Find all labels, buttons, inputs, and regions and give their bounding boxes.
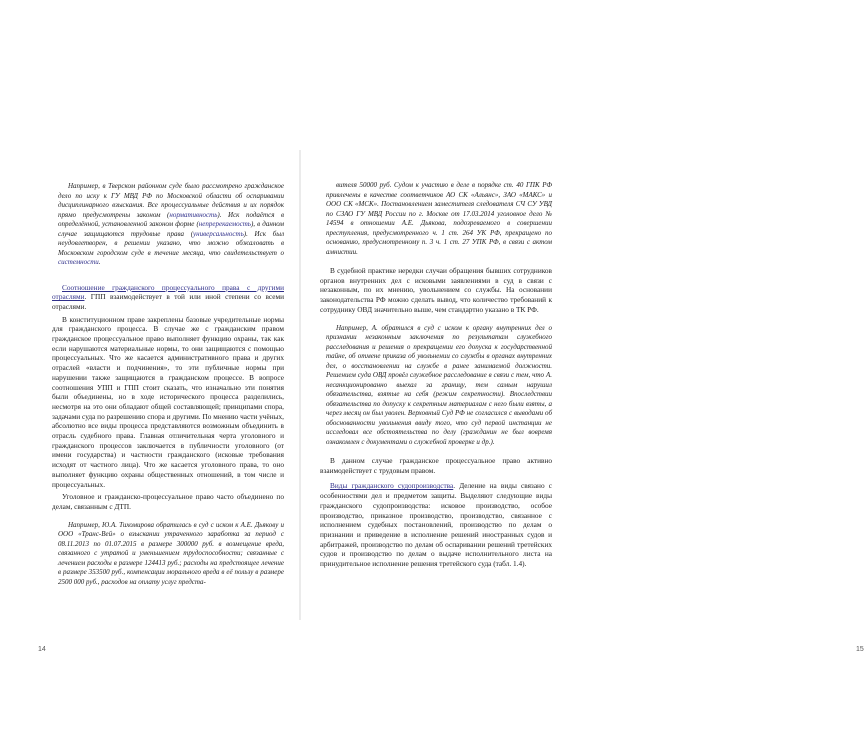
page-number-left: 14 [38, 646, 46, 653]
paragraph-labor-law: В данном случае гражданское процессуальное право активно взаимодействует с трудовым правом. [320, 456, 552, 475]
paragraph-police-dismissal: В судебной практике нередки случаи обращения бывших сотрудников органов внутренних дел с исковыми заявлениями в суд в связи с незаконным, по их мнению, увольнением со службы. На основании законодательства РФ можно сделать вывод, что количество требований к сотруднику ОВД значительно выше, чем стандартно указано в ТК РФ. [320, 266, 552, 314]
left-page-text [52, 182, 284, 590]
left-page [0, 0, 300, 750]
section-heading-relations: Соотношение гражданского процессуального права с другими отраслями. ГПП взаимодействует в той или иной степени со всеми отраслями. [52, 282, 284, 311]
example-case-3: Например, А. обратился в суд с иском к органу внутренних дел о признании незаконным заключения по результатам служебного расследования и решения о прекращении его допуска к государственной тайне, об отмене приказа об увольнении со службы в органах внутренних дел, о восстановлении на службе в ранее занимаемой должности. Решением суда ОВД провёл служебное расследование в связи с тем, что А. несанкционированно выехал за границу, тем самым нарушил обязательства, взятые на себя (режим секретности). Впоследствии обязательства по допуску к секретным материалам с него были взяты, а через месяц он был уволен. Верховный Суд РФ не согласился с выводами об обоснованности увольнения ввиду того, что суд первой инстанции не исследовал все обстоятельства по делу (гражданин не был вовремя ознакомлен с документами о служебной проверке и др.). [326, 323, 552, 446]
term-systemness: системности [58, 258, 99, 266]
page-number-right: 15 [856, 646, 864, 653]
paragraph-constitutional-law: В конституционном праве закреплены базовые учредительные нормы для гражданского процесса. В случае же с гражданским правом гражданское процессуальное право выполняет функцию охраны, так как если нарушаются материальные нормы, то они защищаются с помощью процессуальных. Что же касается административного права и других отраслей «власти и подчинения», то эти публичные нормы при нарушении также защищаются в гражданском процессе. В вопросе соотношения УПП и ГПП стоит сказать, что изначально эти понятия были объединены, но в ходе исторического процесса разделились, несмотря на это они обладают общей составляющей; принципами спора, задачами суда по разрешению спора и другими. По мнению части учёных, абсолютно все виды процесса представляются возможным объединить в отрасль судебного права. Главная отличительная черта уголовного и гражданского процессов заключается в публичности уголовного (от имени государства) и частности гражданского (исковые требования исходят от частного лица). Что же касается уголовного права, то оно выполняет функцию охраны общественных отношений, в том числе и процессуальных. [52, 314, 284, 489]
term-universality: универсальность [193, 229, 244, 238]
example-case-2-continued: вителя 50000 руб. Судом к участию в деле в порядке ст. 40 ГПК РФ привлечены в качестве соответчиков АО СК «Альянс», ЗАО «МАКС» и ООО СК «МСК». Постановлением заместителя следователя СЧ СУ УВД по СЗАО ГУ МВД России по г. Москве от 17.03.2014 уголовное дело № 14594 в отношении А.Е. Дьякова, подозреваемого в совершении преступления, предусмотренного ч. 1 ст. 264 УК РФ, прекращено по основанию, предусмотренному п. 3 ч. 1 ст. 27 УПК РФ, в связи с актом амнистии. [326, 181, 552, 256]
example-case-2: Например, Ю.А. Тихомирова обратилась в суд с иском к А.Е. Дьякову и ООО «Транс-Вей» о взыскании утраченного заработка за период с 08.11.2013 по 01.07.2015 в размере 300000 руб. в возмещение вреда, связанного с утратой и уменьшением трудоспособности; связанные с лечением расходы в размере 124413 руб.; расходы на предстоящее лечение в размере 353500 руб., компенсации морального вреда в её пользу в размере 2500 000 руб., расходов на оплату услуг предста- [58, 520, 284, 586]
paragraph-criminal-civil: Уголовное и гражданско-процессуальное право часто объединено по делам, связанным с ДТП. [52, 492, 284, 511]
section-heading-types: Виды гражданского судопроизводства. Деление на виды связано с особенностями дел и предметом защиты. Выделяют следующие виды гражданского судопроизводства: исковое производство, особое производство, приказное производство, производство, связанное с исполнением судебных постановлений, производство по делам о признании и приведение в исполнение решений иностранных судов и арбитражей, производство по делам об оспаривании решений третейских судов и производство по делам о выдаче исполнительного листа на принудительное исполнение решения третейского суда (табл. 1.4). [320, 481, 552, 569]
term-indisputability: непререкаемость [198, 220, 251, 228]
right-page-text [320, 181, 552, 572]
term-normativity: нормативность [169, 210, 218, 219]
example-case-1: Например, в Тверском районном суде было рассмотрено гражданское дело по иску к ГУ МВД РФ по Московской области об оспаривании дисциплинарного взыскания. Все процессуальные действия и их порядок прямо предусмотрены законом (нормативность). Иск подаётся в определённой, установленной законом форме (непререкаемость), в данном случае защищаются трудовые права (универсальность). Иск был неудовлетворен, в решении указано, что можно обжаловать в Московском городском суде в течение месяца, что свидетельствует о системности. [58, 182, 285, 266]
